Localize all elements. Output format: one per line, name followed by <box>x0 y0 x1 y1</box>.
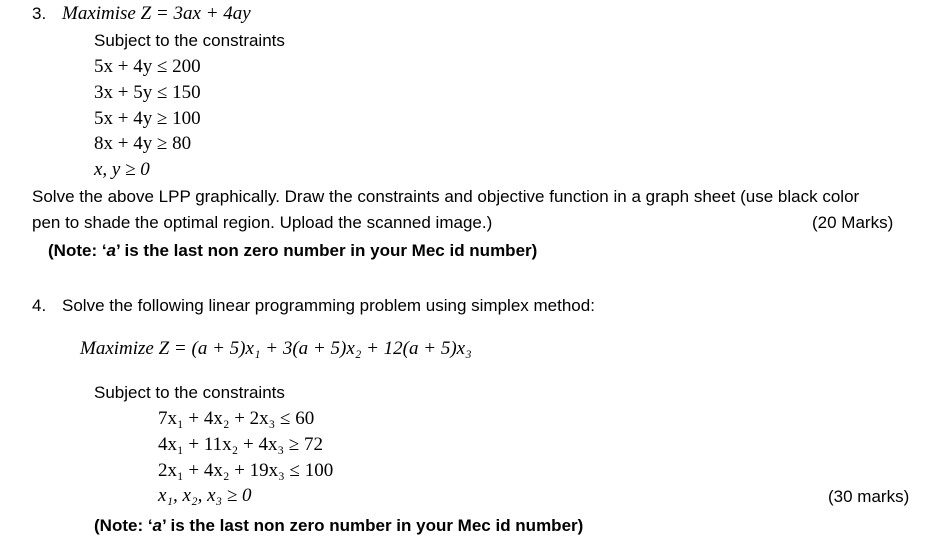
q3-note <box>48 241 537 261</box>
q4-constraint-2: 4x₁ + 11x₂ + 4x₃ ≥ 72 <box>158 434 324 455</box>
q3-note-suffix: ’ is the last non zero number in your Mec id number) <box>116 241 538 260</box>
q4-prompt: Solve the following linear programming problem using simplex method: <box>62 296 595 315</box>
q4-nonnegativity: x₁, x₂, x₃ ≥ 0 <box>158 485 252 506</box>
q4-note-suffix: ’ is the last non zero number in your Mec id number) <box>162 516 584 535</box>
q4-constraint-3: 2x₁ + 4x₂ + 19x₃ ≤ 100 <box>158 460 334 481</box>
q4-subject-to: Subject to the constraints <box>94 383 285 402</box>
q3-instruction-line1: Solve the above LPP graphically. Draw the constraints and objective function in a graph sheet (use black color <box>32 187 860 206</box>
q3-constraint-1: 5x + 4y ≤ 200 <box>94 56 201 77</box>
q3-constraint-2: 3x + 5y ≤ 150 <box>94 82 201 103</box>
q3-objective: Maximise Z = 3ax + 4ay <box>62 3 251 24</box>
q3-marks: (20 Marks) <box>812 213 894 232</box>
q3-number: 3. <box>32 4 47 23</box>
q3-instruction-line2: pen to shade the optimal region. Upload the scanned image.) <box>32 213 493 232</box>
q3-note-prefix: (Note: ‘ <box>48 241 107 260</box>
q4-note-prefix: (Note: ‘ <box>94 516 153 535</box>
q4-note <box>94 516 583 536</box>
q4-objective: Maximize Z = (a + 5)x₁ + 3(a + 5)x₂ + 12(a + 5)x₃ <box>80 338 472 359</box>
q4-constraint-1: 7x₁ + 4x₂ + 2x₃ ≤ 60 <box>158 408 315 429</box>
q4-note-var: a <box>152 516 163 535</box>
q3-constraint-4: 8x + 4y ≥ 80 <box>94 133 192 154</box>
q3-constraint-3: 5x + 4y ≥ 100 <box>94 108 201 129</box>
q3-nonnegativity: x, y ≥ 0 <box>94 159 150 180</box>
q4-marks: (30 marks) <box>828 487 910 506</box>
q3-subject-to: Subject to the constraints <box>94 31 285 50</box>
q4-number: 4. <box>32 296 47 315</box>
q3-note-var: a <box>106 241 117 260</box>
